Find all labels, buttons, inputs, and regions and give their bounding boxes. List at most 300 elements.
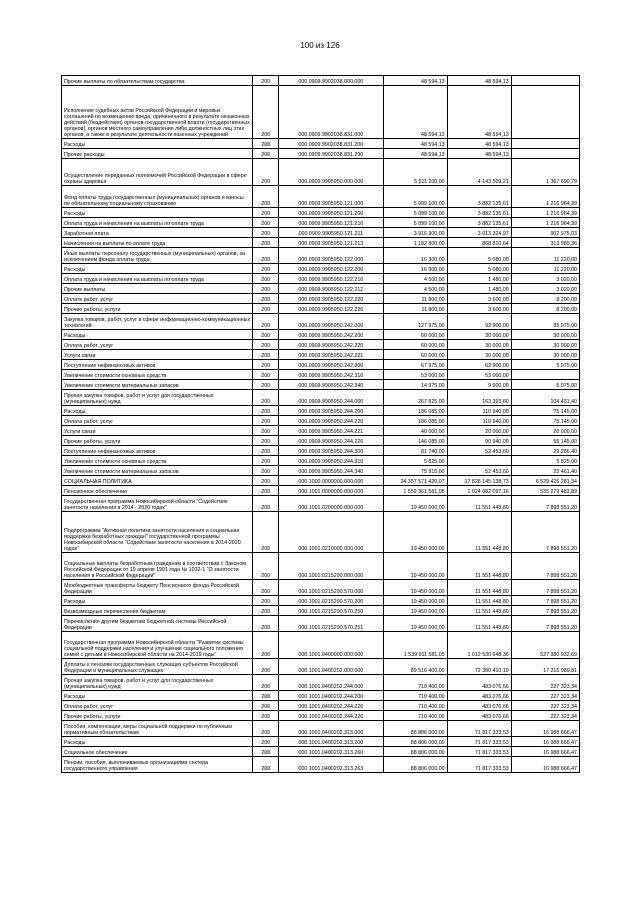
approved-amount: 127 975,00 — [383, 314, 447, 330]
executed-amount: 3 882 135,61 — [447, 218, 511, 228]
table-row — [62, 496, 580, 512]
row-code: 200 — [253, 416, 279, 426]
table-row — [62, 228, 580, 238]
unexecuted-amount: 227 323,34 — [511, 701, 579, 711]
row-name: Фонд оплаты труда государственных (муниципальных) органов и взносы по обязательному социальному страхованию — [62, 186, 253, 208]
row-name: Расходы — [62, 691, 253, 701]
unexecuted-amount: 16 988 666,47 — [511, 757, 579, 773]
row-name: Расходы — [62, 139, 253, 149]
row-code: 200 — [253, 350, 279, 360]
approved-amount: 186 085,00 — [383, 416, 447, 426]
budget-class-code: 000.0909.9905950.244.226 — [279, 436, 383, 446]
budget-class-code: 000.0909.9905950.000.000 — [279, 159, 383, 186]
budget-class-code: 000.0909.9905950.242.200 — [279, 330, 383, 340]
row-code: 200 — [253, 553, 279, 580]
executed-amount: 1 480,00 — [447, 274, 511, 284]
table-row — [62, 340, 580, 350]
table-row — [62, 512, 580, 553]
row-code: 200 — [253, 380, 279, 390]
row-code: 200 — [253, 466, 279, 476]
executed-amount: 4 143 509,21 — [447, 159, 511, 186]
budget-class-code: 000.0909.9905950.244.221 — [279, 426, 383, 436]
approved-amount: 67 975,00 — [383, 360, 447, 370]
row-name: Перечисления другим бюджетам бюджетной системы Российской Федерации — [62, 616, 253, 632]
budget-class-code: 000.0909.9905950.122.200 — [279, 264, 383, 274]
row-code: 200 — [253, 360, 279, 370]
budget-class-code: 000.0909.9902038.831.200 — [279, 139, 383, 149]
unexecuted-amount: 30 000,00 — [511, 350, 579, 360]
approved-amount: 1 559 361 581,05 — [383, 486, 447, 496]
executed-amount: 53 000,00 — [447, 370, 511, 380]
approved-amount: 710 400,00 — [383, 675, 447, 691]
unexecuted-amount: 20 000,00 — [511, 426, 579, 436]
unexecuted-amount: 7 898 551,20 — [511, 512, 579, 553]
budget-class-code: 000.1000.0000000.000.000 — [279, 476, 383, 486]
table-row — [62, 139, 580, 149]
executed-amount — [447, 456, 511, 466]
unexecuted-amount: 30 000,00 — [511, 330, 579, 340]
row-name: Государственная программа Новосибирской области "Содействие занятости населения в 2014 - 2020 годах" — [62, 496, 253, 512]
table-row — [62, 632, 580, 659]
approved-amount: 40 000,00 — [383, 426, 447, 436]
approved-amount: 19 450 000,00 — [383, 616, 447, 632]
executed-amount: 52 453,60 — [447, 446, 511, 456]
budget-class-code: 000.1001.0400202.313.263 — [279, 757, 383, 773]
row-code: 200 — [253, 446, 279, 456]
unexecuted-amount: 30 000,00 — [511, 340, 579, 350]
executed-amount: 72 300 410,19 — [447, 659, 511, 675]
executed-amount: 20 000,00 — [447, 426, 511, 436]
budget-class-code: 000.0909.9905950.244.200 — [279, 406, 383, 416]
row-code: 200 — [253, 406, 279, 416]
row-code: 200 — [253, 711, 279, 721]
approved-amount: 19 450 000,00 — [383, 580, 447, 596]
executed-amount: 5 080,00 — [447, 248, 511, 264]
approved-amount: 3 916 300,00 — [383, 228, 447, 238]
unexecuted-amount: 29 286,40 — [511, 446, 579, 456]
row-name: Социальное обеспечение — [62, 747, 253, 757]
row-code: 200 — [253, 186, 279, 208]
executed-amount: 1 024 082 097,16 — [447, 486, 511, 496]
unexecuted-amount: 5 075,00 — [511, 360, 579, 370]
row-name: Увеличение стоимости материальных запасов — [62, 380, 253, 390]
row-code: 200 — [253, 757, 279, 773]
budget-class-code: 000.1001.0400202.313.260 — [279, 747, 383, 757]
unexecuted-amount: 902 975,03 — [511, 228, 579, 238]
budget-class-code: 000.1001.0400202.244.000 — [279, 675, 383, 691]
approved-amount: 48 594,13 — [383, 149, 447, 159]
approved-amount: 4 500,00 — [383, 284, 447, 294]
table-row — [62, 86, 580, 139]
approved-amount: 88 806 000,00 — [383, 737, 447, 747]
budget-class-code: 000.1001.0400202.313.000 — [279, 721, 383, 737]
row-name: Прочие расходы — [62, 149, 253, 159]
page-number: 100 из 126 — [300, 41, 340, 50]
row-name: Увеличение стоимости материальных запасов — [62, 466, 253, 476]
budget-class-code: 000.0909.9905950.244.310 — [279, 456, 383, 466]
approved-amount: 5 099 100,00 — [383, 186, 447, 208]
row-name: Закупка товаров, работ, услуг в сфере информационно-коммуникационных технологий — [62, 314, 253, 330]
row-code: 200 — [253, 632, 279, 659]
approved-amount: 186 085,00 — [383, 406, 447, 416]
table-row — [62, 218, 580, 228]
row-code: 200 — [253, 512, 279, 553]
row-name: Социальные выплаты безработным гражданам в соответствии с Законом Российской Федерации от 19 апреля 1991 года № 1032-1 "О занятости населения в Российской Федерации" — [62, 553, 253, 580]
row-name: Услуги связи — [62, 350, 253, 360]
unexecuted-amount: 55 145,00 — [511, 436, 579, 446]
budget-class-code: 000.0909.9905950.242.000 — [279, 314, 383, 330]
executed-amount: 3 013 324,97 — [447, 228, 511, 238]
row-name: Безвозмездные перечисления бюджетам — [62, 606, 253, 616]
row-name: Государственная программа Новосибирской области "Развитие системы социальной поддержки населения и улучшение социального положения семей с детьми в Новосибирской области на 2014-2019 годы" — [62, 632, 253, 659]
table-row — [62, 284, 580, 294]
unexecuted-amount: 227 323,34 — [511, 691, 579, 701]
row-name: Увеличение стоимости основных средств — [62, 370, 253, 380]
executed-amount: 5 080,00 — [447, 264, 511, 274]
budget-class-code: 000.0909.9905950.242.221 — [279, 350, 383, 360]
row-name: Поступление нефинансовых активов — [62, 446, 253, 456]
table-row — [62, 274, 580, 284]
unexecuted-amount: 16 988 666,47 — [511, 737, 579, 747]
unexecuted-amount: 11 220,00 — [511, 264, 579, 274]
table-row — [62, 350, 580, 360]
row-code: 200 — [253, 340, 279, 350]
table-row — [62, 616, 580, 632]
budget-class-code: 000.1001.0215290.000.000 — [279, 553, 383, 580]
table-row — [62, 466, 580, 476]
budget-class-code: 000.1001.0200000.000.000 — [279, 496, 383, 512]
budget-class-code: 000.0909.9902038.000.000 — [279, 76, 383, 86]
approved-amount: 89 516 400,00 — [383, 659, 447, 675]
row-code: 200 — [253, 330, 279, 340]
row-name: Оплата работ, услуг — [62, 294, 253, 304]
row-name: Оплата работ, услуг — [62, 340, 253, 350]
budget-class-code: 000.1001.0400000.000.000 — [279, 632, 383, 659]
row-name: Увеличение стоимости основных средств — [62, 456, 253, 466]
table-row — [62, 476, 580, 486]
row-name: Заработная плата — [62, 228, 253, 238]
row-name: СОЦИАЛЬНАЯ ПОЛИТИКА — [62, 476, 253, 486]
row-code: 200 — [253, 274, 279, 284]
executed-amount: 1 480,00 — [447, 284, 511, 294]
approved-amount: 1 182 800,00 — [383, 238, 447, 248]
unexecuted-amount: 1 216 964,39 — [511, 186, 579, 208]
row-name: Прочая закупка товаров, работ и услуг для государственных (муниципальных) нужд — [62, 390, 253, 406]
executed-amount: 30 000,00 — [447, 330, 511, 340]
row-code: 200 — [253, 370, 279, 380]
budget-class-code: 000.0909.9905950.122.212 — [279, 284, 383, 294]
row-name: Прочие работы, услуги — [62, 436, 253, 446]
table-row — [62, 711, 580, 721]
approved-amount: 88 806 000,00 — [383, 757, 447, 773]
approved-amount: 88 806 000,00 — [383, 721, 447, 737]
executed-amount: 48 594,13 — [447, 76, 511, 86]
table-row — [62, 406, 580, 416]
unexecuted-amount: 3 020,00 — [511, 274, 579, 284]
unexecuted-amount: 7 898 551,20 — [511, 496, 579, 512]
table-row — [62, 304, 580, 314]
budget-class-code: 000.0909.9905950.122.226 — [279, 304, 383, 314]
approved-amount: 19 450 000,00 — [383, 553, 447, 580]
row-code: 200 — [253, 390, 279, 406]
row-name: Расходы — [62, 330, 253, 340]
table-row — [62, 238, 580, 248]
executed-amount: 92 900,00 — [447, 314, 511, 330]
row-code: 200 — [253, 294, 279, 304]
row-name: Начисления на выплаты по оплате труда — [62, 238, 253, 248]
unexecuted-amount: 1 216 964,39 — [511, 208, 579, 218]
executed-amount: 11 551 448,80 — [447, 496, 511, 512]
row-code: 200 — [253, 284, 279, 294]
row-code: 200 — [253, 486, 279, 496]
row-code: 200 — [253, 606, 279, 616]
approved-amount: 48 594,13 — [383, 76, 447, 86]
budget-class-code: 000.0909.9905950.121.000 — [279, 186, 383, 208]
table-row — [62, 294, 580, 304]
budget-class-code: 000.1001.0400202.244.220 — [279, 701, 383, 711]
row-code: 200 — [253, 426, 279, 436]
executed-amount: 11 551 448,80 — [447, 596, 511, 606]
table-row — [62, 416, 580, 426]
approved-amount: 19 450 000,00 — [383, 596, 447, 606]
approved-amount: 16 300,00 — [383, 248, 447, 264]
unexecuted-amount: 1 367 690,79 — [511, 159, 579, 186]
table-row — [62, 456, 580, 466]
unexecuted-amount: 313 989,36 — [511, 238, 579, 248]
executed-amount: 868 810,64 — [447, 238, 511, 248]
row-name: Оплата работ, услуг — [62, 701, 253, 711]
executed-amount: 11 551 448,80 — [447, 606, 511, 616]
budget-class-code: 000.0909.9905950.242.220 — [279, 340, 383, 350]
approved-amount: 11 800,00 — [383, 294, 447, 304]
row-code: 200 — [253, 436, 279, 446]
approved-amount: 75 915,00 — [383, 466, 447, 476]
unexecuted-amount: 23 461,40 — [511, 466, 579, 476]
row-code: 200 — [253, 596, 279, 606]
budget-class-code: 000.0909.9905950.242.340 — [279, 380, 383, 390]
unexecuted-amount — [511, 76, 579, 86]
executed-amount: 110 940,00 — [447, 406, 511, 416]
unexecuted-amount: 5 075,00 — [511, 380, 579, 390]
approved-amount: 146 085,00 — [383, 436, 447, 446]
approved-amount: 267 825,00 — [383, 390, 447, 406]
row-code: 200 — [253, 721, 279, 737]
row-name: Расходы — [62, 406, 253, 416]
approved-amount: 19 450 000,00 — [383, 512, 447, 553]
table-row — [62, 446, 580, 456]
budget-class-code: 000.1001.0215290.570.000 — [279, 580, 383, 596]
budget-class-code: 000.0909.9905950.244.220 — [279, 416, 383, 426]
unexecuted-amount: 5 825,00 — [511, 456, 579, 466]
executed-amount: 11 551 448,80 — [447, 616, 511, 632]
unexecuted-amount: 7 898 551,20 — [511, 553, 579, 580]
approved-amount: 1 539 911 581,05 — [383, 632, 447, 659]
row-code: 200 — [253, 675, 279, 691]
row-code: 200 — [253, 747, 279, 757]
approved-amount: 4 500,00 — [383, 274, 447, 284]
unexecuted-amount: 227 323,34 — [511, 711, 579, 721]
table-row — [62, 330, 580, 340]
row-code: 200 — [253, 218, 279, 228]
row-code: 200 — [253, 248, 279, 264]
row-code: 200 — [253, 659, 279, 675]
approved-amount: 48 594,13 — [383, 139, 447, 149]
approved-amount: 11 800,00 — [383, 304, 447, 314]
budget-class-code: 000.0909.9905950.121.211 — [279, 228, 383, 238]
budget-class-code: 000.0909.9905950.244.340 — [279, 466, 383, 476]
budget-class-code: 000.0909.9905950.121.200 — [279, 208, 383, 218]
approved-amount: 710 400,00 — [383, 701, 447, 711]
budget-execution-table — [61, 75, 580, 773]
unexecuted-amount: 7 898 551,20 — [511, 616, 579, 632]
unexecuted-amount: 1 216 964,39 — [511, 218, 579, 228]
executed-amount: 11 551 448,80 — [447, 553, 511, 580]
table-row — [62, 314, 580, 330]
table-row — [62, 370, 580, 380]
budget-class-code: 000.0909.9905950.242.300 — [279, 360, 383, 370]
budget-class-code: 000.1001.0215290.570.251 — [279, 616, 383, 632]
row-name: Подпрограмма "Активная политика занятости населения и социальная поддержка безработных граждан" государственной программы Новосибирской области "Содействие занятости населения в 2014-2020 годах" — [62, 512, 253, 553]
unexecuted-amount — [511, 86, 579, 139]
budget-class-code: 000.1001.0400202.244.226 — [279, 711, 383, 721]
budget-class-code: 000.0909.9905950.242.310 — [279, 370, 383, 380]
budget-class-code: 000.1001.0400202.244.200 — [279, 691, 383, 701]
unexecuted-amount: 75 145,00 — [511, 406, 579, 416]
row-code: 200 — [253, 228, 279, 238]
executed-amount: 1 012 530 648,36 — [447, 632, 511, 659]
row-name: Исполнение судебных актов Российской Федерации и мировых соглашений по возмещению вреда, причиненного в результате незаконных действий (бездействия) органов государственной власти (государственных органов), органов местного самоуправления либо должностных лиц этих органов, а также в результате деятельности казенных учреждений — [62, 86, 253, 139]
row-name: Пенсионное обеспечение — [62, 486, 253, 496]
table-row — [62, 159, 580, 186]
approved-amount: 14 975,00 — [383, 380, 447, 390]
executed-amount: 62 900,00 — [447, 360, 511, 370]
unexecuted-amount: 7 898 551,20 — [511, 580, 579, 596]
table-row — [62, 701, 580, 711]
row-name: Поступление нефинансовых активов — [62, 360, 253, 370]
row-code: 200 — [253, 159, 279, 186]
executed-amount: 3 600,00 — [447, 294, 511, 304]
row-code: 200 — [253, 691, 279, 701]
unexecuted-amount: 7 898 551,20 — [511, 596, 579, 606]
table-row — [62, 186, 580, 208]
approved-amount: 19 450 000,00 — [383, 496, 447, 512]
row-name: Расходы — [62, 596, 253, 606]
executed-amount: 483 076,66 — [447, 701, 511, 711]
executed-amount: 483 076,66 — [447, 675, 511, 691]
row-code: 200 — [253, 86, 279, 139]
executed-amount: 30 000,00 — [447, 350, 511, 360]
approved-amount: 88 806 000,00 — [383, 747, 447, 757]
row-code: 200 — [253, 456, 279, 466]
row-name: Расходы — [62, 264, 253, 274]
budget-class-code: 000.1001.0400202.313.200 — [279, 737, 383, 747]
row-name: Прочие работы, услуги — [62, 711, 253, 721]
budget-class-code: 000.0909.9905950.122.000 — [279, 248, 383, 264]
table-row — [62, 360, 580, 370]
table-row — [62, 390, 580, 406]
approved-amount: 60 000,00 — [383, 350, 447, 360]
row-name: Осуществление переданных полномочий Российской Федерации в сфере охраны здоровья — [62, 159, 253, 186]
executed-amount: 48 594,13 — [447, 139, 511, 149]
approved-amount: 5 825,00 — [383, 456, 447, 466]
executed-amount: 163 393,60 — [447, 390, 511, 406]
executed-amount: 11 551 448,80 — [447, 580, 511, 596]
table-row — [62, 436, 580, 446]
unexecuted-amount: 3 020,00 — [511, 284, 579, 294]
table-row — [62, 721, 580, 737]
row-code: 200 — [253, 737, 279, 747]
row-name: Доплаты к пенсиям государственных служащих субъектов Российской Федерации и муниципальных служащих — [62, 659, 253, 675]
row-code: 200 — [253, 616, 279, 632]
table-row — [62, 149, 580, 159]
approved-amount: 53 000,00 — [383, 370, 447, 380]
budget-class-code: 000.1001.0215290.570.250 — [279, 606, 383, 616]
unexecuted-amount: 535 279 483,89 — [511, 486, 579, 496]
approved-amount: 5 099 100,00 — [383, 218, 447, 228]
row-name: Межбюджетные трансферты бюджету Пенсионного фонда Российской Федерации — [62, 580, 253, 596]
budget-class-code: 000.1001.0400202.000.000 — [279, 659, 383, 675]
row-code: 200 — [253, 580, 279, 596]
approved-amount: 710 400,00 — [383, 691, 447, 701]
executed-amount: 71 817 333,53 — [447, 721, 511, 737]
executed-amount: 90 940,00 — [447, 436, 511, 446]
unexecuted-amount: 7 898 551,20 — [511, 606, 579, 616]
table-row — [62, 248, 580, 264]
executed-amount: 48 594,13 — [447, 86, 511, 139]
row-code: 200 — [253, 139, 279, 149]
approved-amount: 48 594,13 — [383, 86, 447, 139]
table-row — [62, 675, 580, 691]
unexecuted-amount: 11 220,00 — [511, 248, 579, 264]
row-code: 200 — [253, 476, 279, 486]
table-row — [62, 659, 580, 675]
executed-amount: 3 882 135,61 — [447, 208, 511, 218]
executed-amount: 9 900,00 — [447, 380, 511, 390]
unexecuted-amount — [511, 149, 579, 159]
approved-amount: 24 357 571 420,07 — [383, 476, 447, 486]
row-name: Прочая закупка товаров, работ и услуг для государственных (муниципальных) нужд — [62, 675, 253, 691]
row-name: Оплата работ, услуг — [62, 416, 253, 426]
executed-amount: 52 453,60 — [447, 466, 511, 476]
executed-amount: 71 817 333,53 — [447, 747, 511, 757]
budget-class-code: 000.0909.9905950.244.300 — [279, 446, 383, 456]
approved-amount: 16 300,00 — [383, 264, 447, 274]
row-name: Оплата труда и начисления на выплаты по оплате труда — [62, 274, 253, 284]
unexecuted-amount — [511, 370, 579, 380]
row-code: 200 — [253, 264, 279, 274]
table-row — [62, 380, 580, 390]
unexecuted-amount: 104 431,40 — [511, 390, 579, 406]
table-row — [62, 757, 580, 773]
executed-amount: 71 817 333,53 — [447, 757, 511, 773]
executed-amount: 48 594,13 — [447, 149, 511, 159]
row-name: Прочие выплаты — [62, 284, 253, 294]
executed-amount: 483 076,66 — [447, 711, 511, 721]
row-code: 200 — [253, 208, 279, 218]
executed-amount: 17 828 145 138,73 — [447, 476, 511, 486]
row-name: Иные выплаты персоналу государственных (муниципальных) органов, за исключением фонда оплаты труда — [62, 248, 253, 264]
table-row — [62, 691, 580, 701]
budget-class-code: 000.1001.0210000.000.000 — [279, 512, 383, 553]
row-name: Прочие выплаты по обязательствам государства — [62, 76, 253, 86]
executed-amount: 3 882 135,61 — [447, 186, 511, 208]
table-row — [62, 596, 580, 606]
unexecuted-amount: 227 323,34 — [511, 675, 579, 691]
row-name: Пенсии, пособия, выплачиваемые организациями сектора государственного управления — [62, 757, 253, 773]
row-code: 200 — [253, 76, 279, 86]
unexecuted-amount: 35 075,00 — [511, 314, 579, 330]
table-row — [62, 737, 580, 747]
